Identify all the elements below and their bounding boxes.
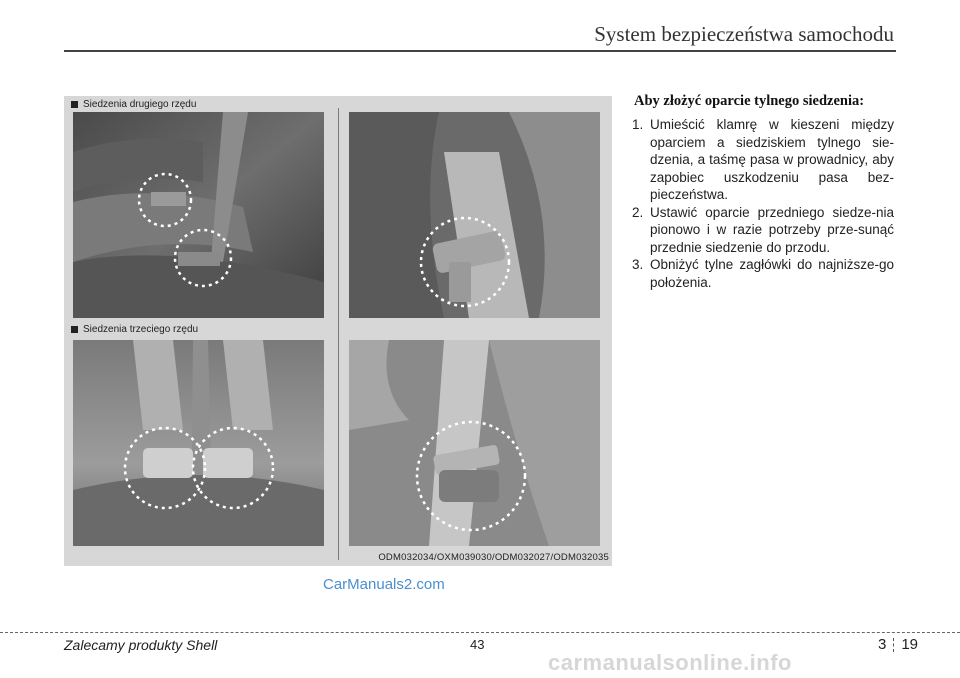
figure-panel: [64, 96, 612, 566]
section-heading: Aby złożyć oparcie tylnego siedzenia:: [634, 93, 865, 109]
step-number: 2.: [632, 204, 644, 220]
instruction-step: [632, 256, 894, 291]
caption-third-row: [71, 324, 198, 335]
square-bullet-icon: [71, 326, 78, 333]
photo-second-row-seats: [73, 112, 324, 318]
instruction-steps: [632, 116, 894, 291]
carmanuals-watermark: CarManuals2.com: [323, 576, 445, 593]
square-bullet-icon: [71, 101, 78, 108]
step-text: Umieścić klamrę w kieszeni między oparciem a siedziskiem tylnego sie-dzenia, a taśmę pasa w prowadnicy, aby zapobiec uszkodzeniu pasa bez-pieczeństwa.: [650, 117, 894, 202]
photo-buckle-closeup-1: [349, 112, 600, 318]
caption-second-row-text: Siedzenia drugiego rzędu: [83, 99, 197, 110]
footer-shell-note: Zalecamy produkty Shell: [64, 637, 218, 653]
site-watermark: carmanualsonline.info: [548, 650, 792, 675]
header-divider: [64, 50, 896, 52]
footer-sheet-number: 43: [470, 637, 485, 652]
step-number: 1.: [632, 117, 644, 132]
photo-buckle-closeup-2: [349, 340, 600, 546]
page-header-title: System bezpieczeństwa samochodu: [594, 22, 894, 46]
figure-column-divider: [338, 108, 339, 560]
caption-third-row-text: Siedzenia trzeciego rzędu: [83, 324, 199, 335]
caption-second-row: [71, 99, 196, 110]
photo-third-row-seats: [73, 340, 324, 546]
footer-divider: [0, 632, 960, 633]
step-text: Obniżyć tylne zagłówki do najniższe-go położenia.: [650, 257, 894, 290]
step-text: Ustawić oparcie przedniego siedze-nia pionowo i w razie potrzeby prze-sunąć przednie siedzenie do przodu.: [650, 204, 894, 255]
footer-chapter: 3: [877, 636, 887, 653]
footer-page: 19: [901, 636, 918, 653]
image-codes: ODM032034/OXM039030/ODM032027/ODM032035: [378, 552, 609, 563]
page-separator: [893, 638, 894, 652]
step-number: 3.: [632, 257, 644, 272]
instruction-step: [632, 204, 894, 257]
instruction-step: [632, 116, 894, 204]
footer-page-number: [878, 636, 918, 653]
